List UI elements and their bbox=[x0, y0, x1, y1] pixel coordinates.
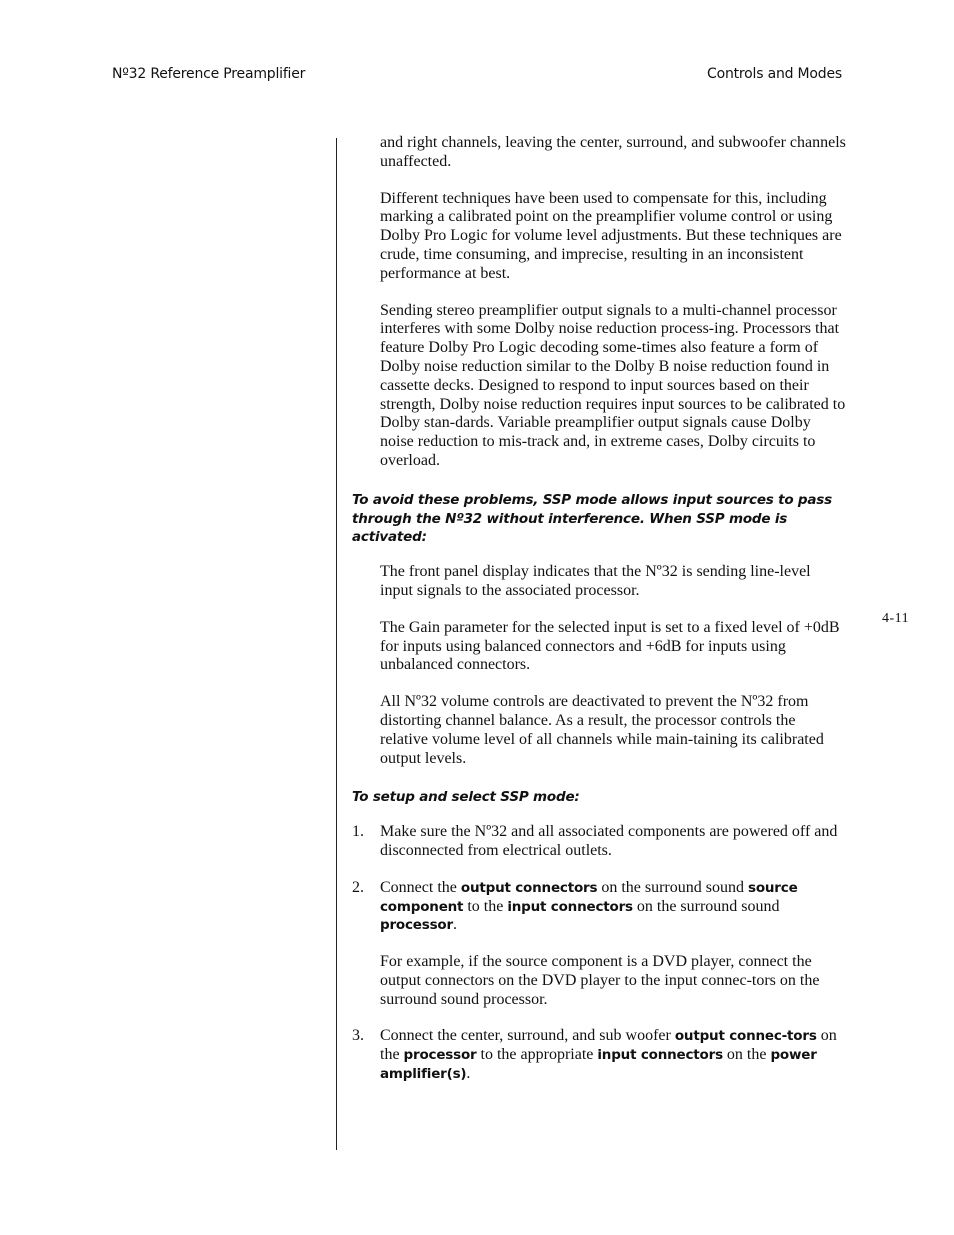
step-text: on the surround sound bbox=[632, 897, 780, 915]
term-processor: processor bbox=[380, 917, 453, 934]
paragraph-dvd-example: For example, if the source component is a DVD player, connect the output connectors on the DVD player to the input connec-tors on the surround sound processor. bbox=[380, 953, 820, 1008]
step-text: on the bbox=[380, 1027, 837, 1064]
step-text: Make sure the Nº32 and all associated components are powered off and disconnected from electrical outlets. bbox=[380, 823, 838, 859]
step-number: 1. bbox=[352, 823, 364, 841]
term-input-connectors: input connectors bbox=[507, 898, 633, 915]
term-input-connectors: input connectors bbox=[597, 1047, 723, 1064]
paragraph-gain: The Gain parameter for the selected input is set to a fixed level of +0dB for inputs using balanced connectors and +6dB for inputs using unbalanced connectors. bbox=[380, 618, 840, 674]
paragraph-dolby: Sending stereo preamplifier output signals to a multi-channel processor interferes with some Dolby noise reduction process-ing. Processors that feature Dolby Pro Logic decoding some-times also feature a form of Dolby noise reduction similar to the Dolby B noise reduction found in cassette decks. Designed to respond to input sources based on their strength, Dolby noise reduction requires input sources to be calibrated to Dolby stan-dards. Variable preamplifier output signals cause Dolby noise reduction to mis-track and, in extreme cases, Dolby circuits to overload. bbox=[380, 301, 846, 469]
list-item-step-1 bbox=[352, 823, 846, 861]
term-processor: processor bbox=[403, 1047, 477, 1064]
step-number: 3. bbox=[352, 1027, 364, 1045]
heading-avoid-problems: To avoid these problems, SSP mode allows input sources to pass through the Nº32 without interference. When SSP mode is activated: bbox=[352, 491, 832, 546]
term-power-amplifiers: power amplifier(s) bbox=[380, 1047, 817, 1083]
paragraph-front-panel: The front panel display indicates that the Nº32 is sending line-level input signals to the associated processor. bbox=[380, 563, 811, 599]
running-header-title: Nº32 Reference Preamplifier bbox=[112, 66, 306, 82]
margin-rule bbox=[336, 138, 337, 1150]
step-text: . bbox=[452, 916, 457, 934]
term-source-component: source component bbox=[380, 879, 798, 915]
step-text: Connect the bbox=[380, 878, 461, 896]
paragraph-techniques: Different techniques have been used to compensate for this, including marking a calibrated point on the preamplifier volume control or using Dolby Pro Logic for volume level adjustments. But these techniques are crude, time consuming, and imprecise, resulting in an inconsistent performance at best. bbox=[380, 189, 842, 282]
heading-setup-ssp: To setup and select SSP mode: bbox=[352, 789, 580, 806]
list-item-step-3 bbox=[352, 1027, 846, 1083]
paragraph-volume-controls: All Nº32 volume controls are deactivated to prevent the Nº32 from distorting channel balance. As a result, the processor controls the relative volume level of all channels while main-taining its calibrated output levels. bbox=[380, 693, 824, 767]
step-text: to the appropriate bbox=[476, 1046, 598, 1064]
term-output-connectors: output connec-tors bbox=[674, 1028, 817, 1045]
page-number: 4-11 bbox=[882, 611, 910, 626]
step-text: on the bbox=[722, 1046, 771, 1064]
step-text: to the bbox=[463, 897, 508, 915]
term-output-connectors: output connectors bbox=[460, 879, 598, 896]
paragraph-channels: and right channels, leaving the center, surround, and subwoofer channels unaffected. bbox=[380, 134, 846, 170]
body-content bbox=[352, 134, 846, 1102]
step-text: . bbox=[466, 1065, 471, 1083]
step-text: on the surround sound bbox=[597, 878, 748, 896]
list-item-step-2 bbox=[352, 878, 846, 935]
running-header-section: Controls and Modes bbox=[707, 66, 842, 82]
step-text: Connect the center, surround, and sub woofer bbox=[380, 1027, 675, 1045]
step-number: 2. bbox=[352, 878, 364, 896]
